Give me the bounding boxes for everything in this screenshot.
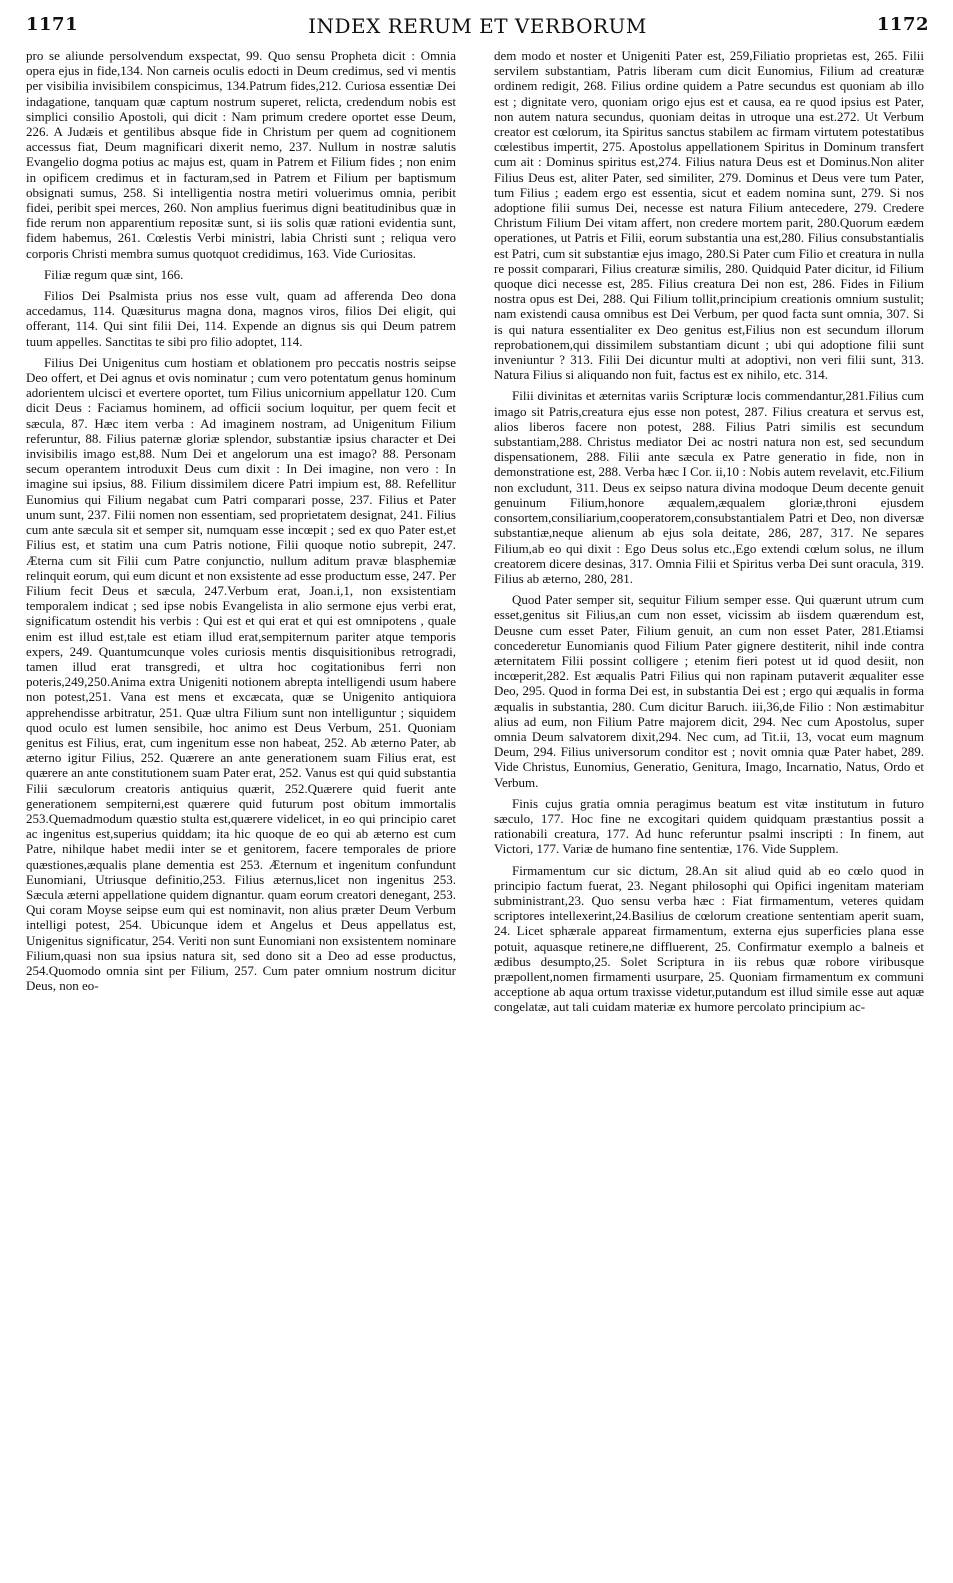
page-header <box>26 10 929 40</box>
running-title: INDEX RERUM ET VERBORUM <box>308 14 647 38</box>
page-number-left: 1171 <box>26 14 79 35</box>
page-number-right: 1172 <box>876 14 929 35</box>
left-column <box>26 48 456 1579</box>
index-entry: Firmamentum cur sic dictum, 28.An sit aliud quid ab eo cœlo quod in principio factum fuerat, 23. Negant philosophi qui Opifici ingenitam materiam subministrant,23. Quo sensu verba hæc : Fiat firmamentum, veteres quidam scriptores intellexerint,24.Basilius de cœlorum creatione sententiam aperit suam, 24. Licet sphærale appareat firmamentum, externa ejus superficies plana esse potuit, aquasque retinere,ne diffluerent, 25. Confirmatur exemplo a balneis et ædibus desumpto,25. Solet Scriptura in iis rebus quæ robore viribusque præpollent,nomen firmamenti usurpare, 25. Quoniam firmamentum ex communi acceptione ab aqua ortum traxisse videtur,putandum est illud simile esse aut aquæ congelatæ, aut tali cuidam materiæ ex humore percolato principium ac- <box>494 862 924 1015</box>
index-entry: dem modo et noster et Unigeniti Pater est, 259,Filiatio proprietas est, 265. Filii servilem substantiam, Patris liberam cum dicit Eunomius, Filium ad creaturæ ordinem redigit, 268. Filius ordine quidem a Patre secundus est quoniam ab illo est ; dignitate vero, quoniam origo ejus est et causa, ea re quod ipsius est Pater, non autem natura secundus, quoniam deitas in utroque una est.272. Ut Verbum creator est cœlorum, ita Spiritus sanctus stabilem ac firmam virtutem potestatibus cœlestibus impertit, 275. Apostolus appellationem Spiritus in Dominum transfert cum ait : Dominus spiritus est,274. Filius natura Deus est et Dominus.Non aliter Filius Deus est, aliter Pater, sed similiter, 279. Dominus et Deus vere tum Pater, tum Filius ; eadem ergo est essentia, sicut et eadem nomina sunt, 279. Si nos adoptione filii sumus Dei, necesse est natura Filium antecedere, 279. Credere Christum Filium Dei vitam affert, non credere mortem parit, 280.Quorum eædem operationes, ut Patris et Filii, eorum substantia una est,280. Filius consubstantialis est Patri, cum sit substantiæ ejus imago, 280.Si Pater cum Filio et creatura in nulla re possit comparari, Filius creaturæ similis, 280. Quidquid Pater dicitur, id Filium quoque dici necesse est, 285. Filius creatura Dei non est, 286. Fides in Filium nostra opus est Dei, 288. Qui Filium tollit,principium creationis omnium sustulit; nam existendi causa omnibus est Dei Verbum, per quod facta sunt omnia, 307. Si is qui natura essentialiter ex Deo genitus est,Filius non est secundum illorum reprobationem,qui dissimilem substantiam dicunt ; ubi qui adoptione filii sunt inveniuntur ? 313. Filii Dei dicuntur multi at adoptivi, non veri filii sunt, 313. Natura Filius si aliquando non fuit, factus est ex nihilo, etc. 314. <box>494 48 924 383</box>
index-entry: Quod Pater semper sit, sequitur Filium semper esse. Qui quærunt utrum cum esset,genitus sit Filius,an cum non esset, vicissim ab iisdem quærendum est, Deusne cum esset Pater, Filium genuit, an cum non esset Pater, 281.Etiamsi concederetur Eunomianis quod Filium Pater gignere destiterit, nihil inde contra æternitatem Filii possint colligere ; etenim fieri potest ut id quod desiit, non incœperit,282. Est æqualis Patri Filius qui non rapinam putaverit æqualiter esse Deo, 295. Quod in forma Dei est, in substantia Dei est ; ergo qui æqualis in forma æqualis in substantia, 280. Cum dicitur Baruch. iii,36,de Filio : Non æstimabitur alius ad eum, non Filium Patre majorem dicit, 294. Nec cum Apostolus, super omnia Deum salvatorem dixit,294. Nec cum, ad Tit.ii, 13, vocat eum magnum Deum, 294. Filius universorum conditor est ; novit omnia quæ Pater habet, 289. Vide Christus, Eunomius, Generatio, Genitura, Imago, Incarnatio, Natus, Ordo et Verbum. <box>494 592 924 790</box>
index-entry: Finis cujus gratia omnia peragimus beatum est vitæ institutum in futuro sæculo, 177. Hoc fine ne excogitari quidem quidquam præstantius possit a rationabili creatura, 177. Ad hunc referuntur psalmi inscripti : In finem, aut Victori, 177. Variæ de humano fine sententiæ, 176. Vide Supplem. <box>494 795 924 857</box>
right-column <box>494 48 924 1579</box>
index-entry: Filius Dei Unigenitus cum hostiam et oblationem pro peccatis nostris seipse Deo offert, et Dei agnus et ovis nominatur ; cum vero potentatum genus hominum adorientem ulcisci et evertere oportet, tum Filius unicornium appellatur 120. Cum dicit Deus : Faciamus hominem, ad officii socium loquitur, per quem fecit et sæcula, 87. Hæc item verba : Ad imaginem nostram, ad Unigenitum Filium referuntur, 88. Filius paternæ gloriæ splendor, substantiæ ipsius character et Dei invisibilis imago est,88. Num Dei et angelorum una est imago? 88. Personam secum operantem introduxit Deus cum dixit : In Dei imagine, non vero : In imagine sui ipsius, 88. Filium dissimilem dicere Patri impium est, 88. Refellitur Eunomius qui Filium negabat cum Patri comparari posse, 237. Filius et Pater unum sunt, 237. Filii nomen non essentiam, sed proprietatem designat, 241. Filius cum ante sæcula sit et semper sit, numquam esse incœpit ; sed ex quo Pater est,et Filius est, et statim una cum Patris notione, Filii quoque notio subrepit, 247. Æterna cum sit Filii cum Patre conjunctio, nullum aditum pravæ blasphemiæ relinquit eorum, qui eum dicunt et non exsistente ad esse productum esse, 247. Per Filium fecit Deus et sæcula, 247.Verbum erat, Joan.i,1, non exsistentiam temporalem indicat ; sed ipse nobis Evangelista in alio sermone ejus verbi erat, significatum ostendit his verbis : Qui est et qui erat et qui est omnipotens , quale enim est illud est,tale est etiam illud erat,sempiternum pariter atque temporis expers, 249. Quantumcunque voles curiosis mentis disquisitionibus retrogradi, tamen illud erat transgredi, et ultra hoc cogitationibus ferri non poteris,249,250.Anima extra Unigeniti notionem abrepta intelligendi usum habere non potest,251. Vana est mens et excæcata, quæ se Unigenito antiquiora apprehendisse arbitratur, 251. Quæ ultra Filium sunt non intelliguntur ; siquidem quod oculo est lumen sensibile, hoc animo est Deus Verbum, 251. Quoniam genitus est Filius, erat, cum ingenitum esse non habeat, 252. Ab æterno Pater, ab æterno igitur Filius, 252. Quærere an ante generationem suam Filius erat, est quærere an ante constitutionem suam Pater erat, 252. Vanus est qui quid substantia Filii sæculorum creatoris antiquius quærit, 252.Quærere quid fuerit ante generationem sempiterni,est quærere quid futurum post obitum immortalis 253.Quemadmodum quæstio stulta est,quærere videlicet, in eo qui principio caret ac ingenitus est,superius quiddam; ita hic quoque de eo qui ab æterno est cum Patre, nihilque habet medii inter se et genitorem, facere temporales de priore quæstiones,æqualis plane dementia est 253. Æternum et ingenitum confundunt Eunomiani, Utriusque definitio,253. Filius æternus,licet non ingenitus 253. Sæcula æterni appellatione quidem dignantur. quam eorum creatori denegant, 253. Qui coram Moyse seipse eum qui est nominavit, non alius præter Deum Verbum intelligi potest, 254. Ubicunque idem et Angelus et Deus appellatus est, Unigenitus significatur, 254. Veriti non sunt Eunomiani non exsistentem nominare Filium,quasi non sua ipsius natura sit, sed dono sit a Deo ad esse productus, 254.Quomodo omnia sint per Filium, 257. Cum pater omnium nostrum dicitur Deus, non eo- <box>26 354 456 994</box>
index-entry: Filiæ regum quæ sint, 166. <box>44 266 184 282</box>
index-entry: pro se aliunde persolvendum exspectat, 99. Quo sensu Propheta dicit : Omnia opera ejus in fide,134. Non carneis oculis edocti in Deum credimus, sed vi mentis per visibilia invisibilem conspicimus, 134.Patrum fides,212. Curiosa essentiæ Dei indagatione, tanquam quæ captum nostrum superet, relicta, credendum nobis est simplici consilio Apostoli, qui dicit : Nam primum credere oportet esse Deum, 226. A Judæis et gentilibus absque fide in Christum per quem ad cognitionem accessus fiat, Deum magnificari dixerit nemo, 237. Nullum in nostræ salutis Evangelio dogma potius ac majus est, quam in Patrem et Filium fides ; non enim in opificem credimus et in facturam,sed in Patrem et Filium per baptismum obsignati sumus, 258. Si intelligentia nostra metiri voluerimus omnia, peribit fidei, peribit spei merces, 260. Non amplius fuerimus digni beatitudinibus quæ in fide rerum non apparentium repositæ sunt, si iis solis quæ rationi evidentia sunt, fidem habemus, 261. Cœlestis Verbi ministri, labia Christi sunt ; reliqua vero corporis Christi membra sumus quotquot credidimus, 163. Vide Curiositas. <box>26 48 456 261</box>
index-entry: Filios Dei Psalmista prius nos esse vult, quam ad afferenda Deo dona accedamus, 114. Quæsiturus magna dona, magnos viros, filios Dei eligit, qui offerant, 114. Qui sint filii Dei, 114. Expende an dignus sis qui Deum patrem tuum appelles. Sanctitas te sibi pro filio adoptet, 114. <box>26 288 456 349</box>
index-entry: Filii divinitas et æternitas variis Scripturæ locis commendantur,281.Filius cum imago sit Patris,creatura ejus esse non potest, 287. Filius creatura et servus est, alios liberos facere non potest, 288. Filius Patri similis est secundum substantiam,288. Christus mediator Dei ac nostri natura non est, sed secundum dispensationem, 288. Filii ante sæcula ex Patre generatio in fide, non in demonstratione est, 288. Verba hæc I Cor. ii,10 : Nobis autem revelavit, etc.Filium non excludunt, 311. Deus ex seipso natura divina modoque Deum decente genuit genuinum Filium,honore æqualem,æqualem gloriæ,throni ejusdem consortem,consiliarium,cooperatorem,consubstantialem Patri et Deo, non diversæ substantiæ,neque alienum ab ejus sola deitate, 286, 287, 317. Ne separes Filium,ab eo qui dixit : Ego Deus solus etc.,Ego extendi cœlum solus, ne illum creatorem dicere desinas, 317. Omnia Filii et Spiritus verba Dei sunt oracula, 319. Filius ab æterno, 280, 281. <box>494 388 924 586</box>
